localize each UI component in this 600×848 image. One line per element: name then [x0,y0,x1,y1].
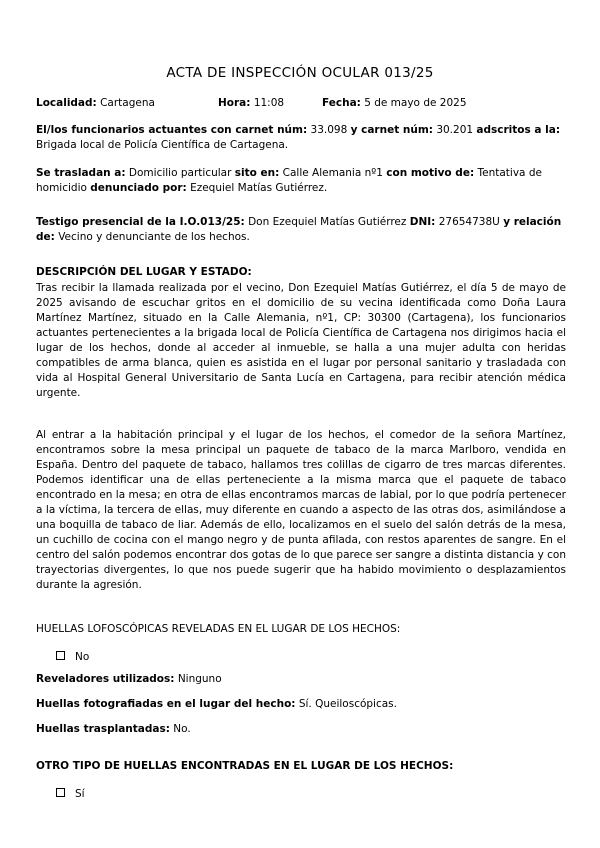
sito-label: sito en: [234,167,280,179]
reveladores-field [36,672,566,687]
motivo-label: con motivo de: [386,167,475,179]
motivo-value: Tentativa de homicidio [36,167,542,194]
testigo-value: Don Ezequiel Matías Gutiérrez [248,216,407,228]
document-title: ACTA DE INSPECCIÓN OCULAR 013/25 [166,65,434,81]
trasladan-label: Se trasladan a: [36,167,126,179]
carnet-2-label: y carnet núm: [350,124,433,136]
fotografiadas-value: Sí. Queiloscópicas. [298,698,397,710]
otro-option [56,787,85,802]
carnet-2-value: 30.201 [436,124,474,136]
reveladores-label: Reveladores utilizados: [36,673,175,685]
fecha-label: Fecha: [322,97,361,109]
fotografiadas-label: Huellas fotografiadas en el lugar del hecho: [36,698,296,710]
testigo-paragraph [36,215,566,245]
traslado-paragraph [36,166,566,196]
hora-field [218,96,284,111]
denunciado-value: Ezequiel Matías Gutiérrez. [190,182,328,194]
hora-value: 11:08 [253,97,285,109]
descripcion-paragraph-2: Al entrar a la habitación principal y el lugar de los hechos, el comedor de la señora Martínez, encontramos sobre la mesa principal un paquete de tabaco de la marca Marlboro, vendida en España. Dentro del paquete de tabaco, hallamos tres colillas de cigarro de tres marcas diferentes. Podemos identificar una de ellas perteneciente a la misma marca que el paquete de tabaco encontrado en la mesa; en otra de ellas encontramos marcas de labial, por lo que podría pertenecer a la víctima, la tercera de ellas, muy diferente en cuando a aspecto de las otras dos, asimilándose a una boquilla de tabaco de liar. Además de ello, localizamos en el suelo del salón detrás de la mesa, un cuchillo de cocina con el mango negro y de punta afilada, con restos aparentes de sangre. En el centro del salón podemos encontrar dos gotas de lo que parece ser sangre a distinta distancia y con trayectorias divergentes, lo que nos puede sugerir que ha habido movimiento o desplazamientos durante la agresión. [36,429,566,591]
huellas-option-label: No [75,651,90,663]
descripcion-heading-text: DESCRIPCIÓN DEL LUGAR Y ESTADO: [36,266,252,278]
huellas-heading: HUELLAS LOFOSCÓPICAS REVELADAS EN EL LUGAR DE LOS HECHOS: [36,623,401,635]
trasladan-value: Domicilio particular [128,167,232,179]
adscritos-label: adscritos a la: [476,124,561,136]
fecha-value: 5 de mayo de 2025 [364,97,467,109]
checkbox-icon [56,651,65,660]
dni-label: DNI: [409,216,436,228]
otro-heading [36,759,566,774]
carnet-1-value: 33.098 [310,124,348,136]
descripcion-paragraph-1: Tras recibir la llamada realizada por el vecino, Don Ezequiel Matías Gutiérrez, el día 5 de mayo de 2025 avisando de escuchar gritos en el domicilio de su vecina identificada como Doña Laura Martínez Martínez, situado en la Calle Alemania, nº1, CP: 30300 (Cartagena), los funcionarios actuantes pertenecientes a la brigada local de Policía Científica de Cartagena nos dirigimos hacia el lugar de los hechos, donde al acceder al inmueble, se halla a una mujer adulta con heridas compatibles de arma blanca, quien es asistida en el lugar por personal sanitario y trasladada con vida al Hospital General Universitario de Santa Lucía en Cartagena, para recibir atención médica urgente. [36,282,566,399]
fecha-field [322,96,467,111]
huellas-option [56,650,89,665]
localidad-field [36,96,155,111]
testigo-label: Testigo presencial de la I.O.013/25: [36,216,245,228]
relacion-label: y relación de: [36,216,562,243]
sito-value: Calle Alemania nº1 [282,167,383,179]
hora-label: Hora: [218,97,251,109]
localidad-label: Localidad: [36,97,97,109]
descripcion-heading [36,265,566,280]
header-row [36,96,566,111]
funcionarios-label: El/los funcionarios actuantes con carnet núm: [36,124,308,136]
trasplantadas-field [36,722,566,737]
trasplantadas-value: No. [173,723,191,735]
reveladores-value: Ninguno [177,673,222,685]
dni-value: 27654738U [438,216,500,228]
otro-option-label: Sí [75,788,85,800]
relacion-value: Vecino y denunciante de los hechos. [58,231,250,243]
localidad-value: Cartagena [100,97,155,109]
funcionarios-paragraph [36,123,566,153]
otro-heading-text: OTRO TIPO DE HUELLAS ENCONTRADAS EN EL LUGAR DE LOS HECHOS: [36,760,454,772]
trasplantadas-label: Huellas trasplantadas: [36,723,170,735]
denunciado-label: denunciado por: [90,182,187,194]
fotografiadas-field [36,697,566,712]
checkbox-icon [56,788,65,797]
unit-value: Brigada local de Policía Científica de Cartagena. [36,139,289,151]
